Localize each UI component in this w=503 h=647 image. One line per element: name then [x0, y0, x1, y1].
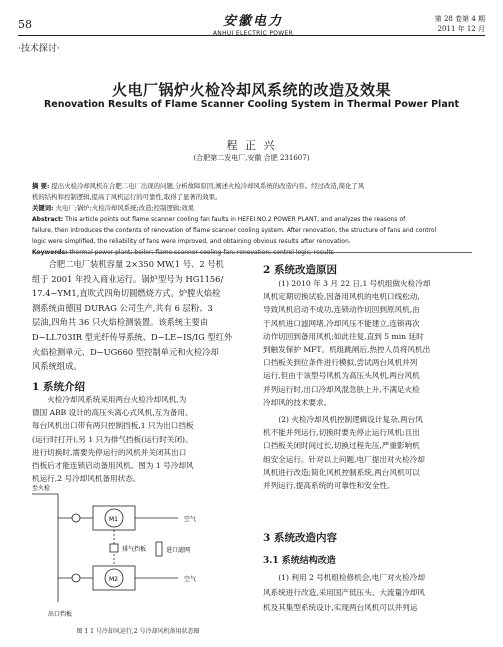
section-3-para	[263, 570, 478, 615]
para1-line: 并列运行时,出口冷却风混急肤上升,不满足火检	[263, 384, 420, 394]
inlet-filter-label: 进口滤网	[166, 547, 191, 554]
para2-line: 组安全运行。针对以上问题,电厂提出对火检冷却	[263, 454, 425, 464]
intro-line: 风系统组成。	[32, 361, 82, 372]
air-label-1: 空气	[184, 516, 197, 523]
heading-section-3: 3 系统改造内容	[263, 532, 337, 544]
outlet-damper-1-icon	[72, 514, 80, 522]
para2-line: 风机进行改造;简化风机控制系统,两台风机可以	[263, 467, 420, 477]
left-column-intro	[32, 257, 247, 374]
journal-name-cn: 安徽电力	[222, 14, 283, 29]
header-rule	[18, 35, 485, 36]
journal-logo	[208, 10, 298, 37]
abstract-rule	[32, 252, 472, 253]
sec1-line: (运行时打开),另 1 只为排气挡板(运行时关闭)。	[32, 434, 193, 444]
sec1-line: 火检冷却风系统采用两台火检冷却风机,为	[47, 395, 187, 404]
fan-m1-label: M1	[109, 516, 118, 523]
abstract-en-line2: failure, then introduces the contents of renovation of flame scanner cooling system. After renovation, the structure of fans and control	[32, 227, 437, 234]
intro-line: 17.4−YM1,直吹式四角切圆燃烧方式。炉膛火焰检	[32, 288, 221, 299]
para1-line: 于风机进口滤网堵,冷却风压不能建立,连锁再次	[263, 318, 420, 328]
air-label-2: 空气	[184, 576, 197, 583]
sec1-line: 挡板后才能连锁启动备用风机。图为 1 号冷却风	[32, 461, 194, 471]
para2-line: (2) 火检冷却风机控制逻辑设计复杂,两台风	[278, 415, 423, 424]
para3-line: (1) 利用 2 号机组检修机会,电厂对火检冷却	[278, 573, 425, 582]
intro-line: 火焰检测单元、D−UG660 型控制单元和火检冷却	[32, 346, 219, 357]
para1-line: 动作切回到备用风机;如此往复,直到 5 min 延时	[263, 331, 424, 341]
issue-info	[435, 14, 485, 34]
fan-system-diagram	[28, 482, 250, 622]
para1-line: 运行,但由于该型号风机为高压头风机,两台风机	[263, 371, 420, 381]
outlet-damper-label: 出口挡板	[48, 611, 73, 618]
para3-line: 风系统进行改造,采用国产低压头、大流量冷却风	[263, 588, 425, 597]
heading-section-2: 2 系统改造原因	[263, 264, 337, 276]
inlet-filter-icon	[156, 542, 162, 556]
section-2-para1	[263, 277, 478, 409]
para1-line: 到触发保护 MFT。机组跳闸后,热控人员将风机出	[263, 345, 431, 355]
figure-caption: 图 1 1 号冷却风运行,2 号冷却风机备用状态图	[76, 628, 200, 635]
issue-volume: 第 28 卷第 4 期	[434, 15, 485, 23]
journal-name-en: ANHUI ELECTRIC POWER	[212, 30, 294, 37]
abstract-en-line1: This article points out flame scanner cooling fan faults in HEFEI NO.2 POWER PLANT, and analyzes the reasons of	[65, 216, 406, 223]
outlet-damper-2-icon	[72, 574, 80, 582]
intro-line: D−LL703IR 型光纤传导系统、D−LE−IS/IG 型红外	[32, 331, 233, 342]
keywords-cn-text: 火电厂;锅炉;火检冷却风系统;改造;控制逻辑;效果	[55, 204, 195, 212]
heading-section-1: 1 系统介绍	[32, 381, 85, 393]
para1-line: 导致风机启动不成功,连锁动作切回到原风机,由	[263, 305, 420, 315]
sec1-line: 每台风机出口带有两只控制挡板,1 只为出口挡板	[32, 421, 194, 431]
keywords-en-text: thermal power plant; boiler; flame scanner cooling fan; renovation; control logic; results	[69, 249, 334, 256]
keywords-cn-label: 关键词:	[32, 204, 54, 212]
exhaust-damper-label: 排气挡板	[122, 546, 147, 553]
para1-line: 口挡板关到位条件进行模拟,尝试两台风机并列	[263, 358, 418, 368]
para1-line: 冷却风的技术要求。	[263, 397, 332, 407]
abstract-en-line3: logic were simplified, the reliability of fans were improved, and obtaining obvious results after renovation.	[32, 238, 351, 245]
abstract-cn	[32, 181, 472, 214]
section-tag: ·技术探讨·	[18, 44, 60, 54]
para1-line: 风机定期切换试验,因备用风机的电机口线松动,	[263, 292, 420, 302]
sec1-line: 进行切换时,需要先停运行的风机并关闭其出口	[32, 447, 187, 457]
abstract-en-label: Abstract:	[32, 216, 64, 223]
author-name: 程 正 兴	[226, 139, 277, 152]
issue-date: 2011 年 12 月	[437, 25, 485, 33]
exhaust-damper-icon	[110, 544, 118, 552]
intro-line: 合肥二电厂装机容量 2×350 MW,1 号、2 号机	[48, 259, 224, 269]
heading-section-3-1: 3.1 系统结构改造	[263, 556, 336, 566]
intro-line: 组于 2001 年投入商业运行。锅炉型号为 HG1156/	[32, 273, 224, 284]
fan-m2-label: M2	[109, 576, 118, 583]
intro-line: 测系统由德国 DURAG 公司生产,共有 6 层粉、3	[32, 302, 213, 313]
article-title-en: Renovation Results of Flame Scanner Cooling System in Thermal Power Plant	[43, 99, 460, 110]
abstract-cn-label: 摘 要:	[32, 182, 50, 190]
para2-line: 并列运行,提高系统的可靠性和安全性。	[263, 481, 395, 491]
abstract-cn-line2: 机的结构和控制逻辑,提高了风机运行的可靠性,取得了显著的效果。	[32, 193, 222, 201]
section-1-text	[32, 393, 247, 485]
para1-line: (1) 2010 年 3 月 22 日,1 号机组做火检冷却	[278, 279, 431, 288]
author-affiliation: (合肥第二发电厂,安徽 合肥 231607)	[193, 154, 310, 162]
sec1-line: 德国 ABB 设计的高压头离心式风机,互为备用。	[32, 408, 193, 418]
label-to-flame-scanner: 至火检	[32, 485, 51, 492]
para3-line: 机及其集型系统设计,实现两台风机可以并列运	[263, 603, 418, 612]
para2-line: 机不能并列运行,切换时要先停止运行风机;且出	[263, 428, 420, 438]
keywords-en-label: Keywords:	[32, 249, 68, 256]
abstract-cn-line1: 提出火检冷却风机在合肥二电厂出现的问题,分析故障原因,阐述火检冷却风系统的改造内容。经过改造,简化了风	[51, 182, 365, 190]
para2-line: 口挡板关闭时间过长,切换过程先压,严重影响机	[263, 441, 420, 451]
article-title-cn: 火电厂锅炉火检冷却风系统的改造及效果	[111, 81, 391, 99]
page-number: 58	[18, 18, 32, 31]
sec1-line: 机运行,2 号冷却风机备用状态。	[32, 474, 141, 484]
intro-line: 层油,四角共 36 只火焰检测装置。该系统主要由	[32, 317, 209, 328]
section-2-para2	[263, 413, 478, 492]
